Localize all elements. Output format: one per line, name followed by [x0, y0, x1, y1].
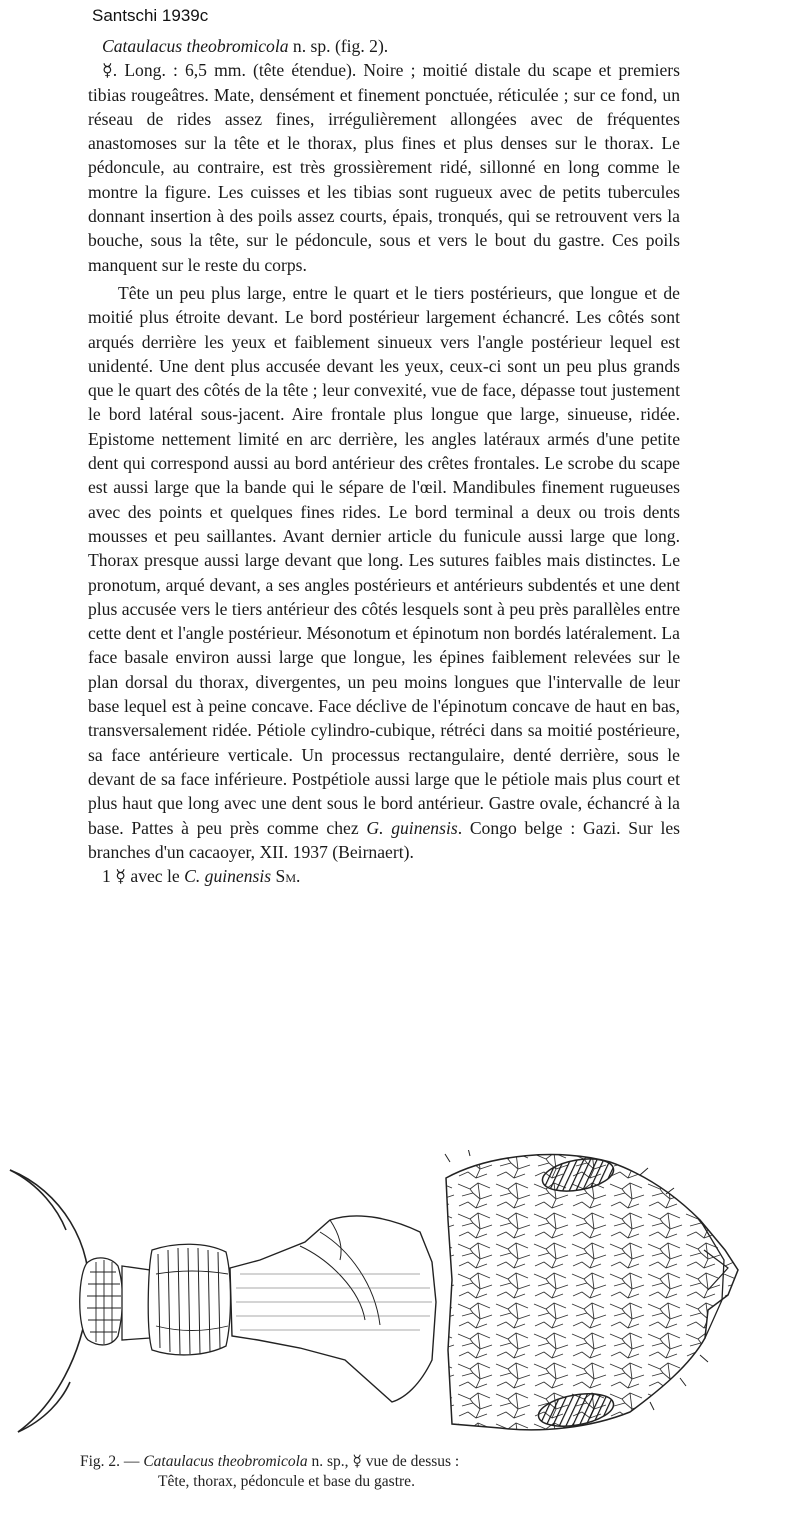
species-name: Cataulacus theobromicola: [102, 36, 289, 56]
caption-fig-label: Fig. 2. —: [80, 1453, 144, 1470]
paragraph-morphology: [88, 281, 680, 864]
paragraph-description: ☿. Long. : 6,5 mm. (tête étendue). Noire ; moitié distale du scape et premiers tibias rougeâtres. Mate, densément et finement ponctuée, réticulée ; sur ce fond, un réseau de rides assez fines, irrégulièrement allongées avec de fréquentes anastomoses sur la tête et le thorax, plus fines et plus denses sur le thorax. Le pédoncule, au contraire, est très grossièrement ridé, sillonné en long comme le montre la figure. Les cuisses et les tibias sont rugueux avec de petits tubercules donnant insertion à des poils assez courts, épais, tronqués, qui se retrouvent vers la bouche, sous la tête, sur le pédoncule, sous et vers le bout du gastre. Ces poils manquent sur le reste du corps.: [88, 60, 680, 275]
specimen-prefix: 1 ☿ avec le: [102, 866, 185, 887]
specimen-species: C. guinensis: [184, 866, 272, 887]
paragraph-morphology-locality: . Congo belge : Gazi. Sur les branches d'un cacaoyer, XII. 1937 (Beirnaert).: [88, 817, 681, 862]
source-label: Santschi 1939c: [92, 6, 209, 25]
paragraph-morphology-text: Tête un peu plus large, entre le quart et le tiers postérieurs, que longue et de moitié plus étroite devant. Le bord postérieur largement échancré. Les côtés sont arqués derrière les yeux et faiblement sinueux vers l'angle postérieur lequel est unidenté. Une dent plus accusée devant les yeux, ceux-ci sont un peu plus grands que le quart des côtés de la tête ; leur convexité, vue de face, dépasse tout justement le bord latéral sous-jacent. Aire frontale plus longue que large, sinueuse, ridée. Epistome nettement limité en arc derrière, les angles latéraux armés d'une petite dent qui correspond aussi au bord antérieur des crêtes frontales. Le scrobe du scape est aussi large que la bande qui le sépare de l'œil. Mandibules finement rugueuses avec des points et quelques fines rides. Le bord terminal a deux ou trois dents mousses et peu saillantes. Avant dernier article du funicule aussi large que long. Thorax presque aussi large devant que long. Les sutures faibles mais distinctes. Le pronotum, arqué devant, a ses angles postérieurs et antérieurs subdentés et une dent plus accusée vers le tiers antérieur des côtés lesquels sont à peu près parallèles entre cette dent et l'angle postérieur. Mésonotum et épinotum non bordés latéralement. La face basale environ aussi large que longue, les épines faiblement relevées sur le plan dorsal du thorax, divergentes, un peu moins longues que l'intervalle de leur base lequel est à peine concave. Face déclive de l'épinotum concave de haut en bas, transversalement ridée. Pétiole cylindro-cubique, rétréci dans sa moitié postérieure, sa face antérieure verticale. Un processus rectangulaire, denté derrière, sous le devant de sa face inférieure. Postpétiole aussi large que le pétiole mais plus court et plus haut que long avec une dent sous le bord antérieur. Gastre ovale, échancré à la base. Pattes à peu près comme chez: [88, 282, 680, 838]
postpetiole: [80, 1258, 123, 1345]
thorax: [230, 1216, 436, 1402]
species-heading-rest: n. sp. (fig. 2).: [288, 36, 389, 56]
species-reference: G. guinensis: [366, 817, 458, 838]
specimen-line: [88, 864, 680, 888]
caption-middle: n. sp., ☿ vue de dessus :: [307, 1453, 460, 1470]
caption-line-2: Tête, thorax, pédoncule et base du gastre.: [158, 1473, 415, 1490]
ant-drawing: [0, 1150, 793, 1445]
species-heading: [88, 34, 680, 58]
petiole: [122, 1244, 231, 1355]
figure-2: [0, 1150, 793, 1445]
gaster-outline: [10, 1170, 89, 1432]
article-body: [88, 34, 680, 888]
caption-species: Cataulacus theobromicola: [143, 1453, 308, 1470]
head: [445, 1150, 738, 1431]
figure-caption: [80, 1452, 640, 1492]
specimen-author: Sm.: [275, 866, 301, 887]
caption-line-1: [80, 1452, 640, 1472]
